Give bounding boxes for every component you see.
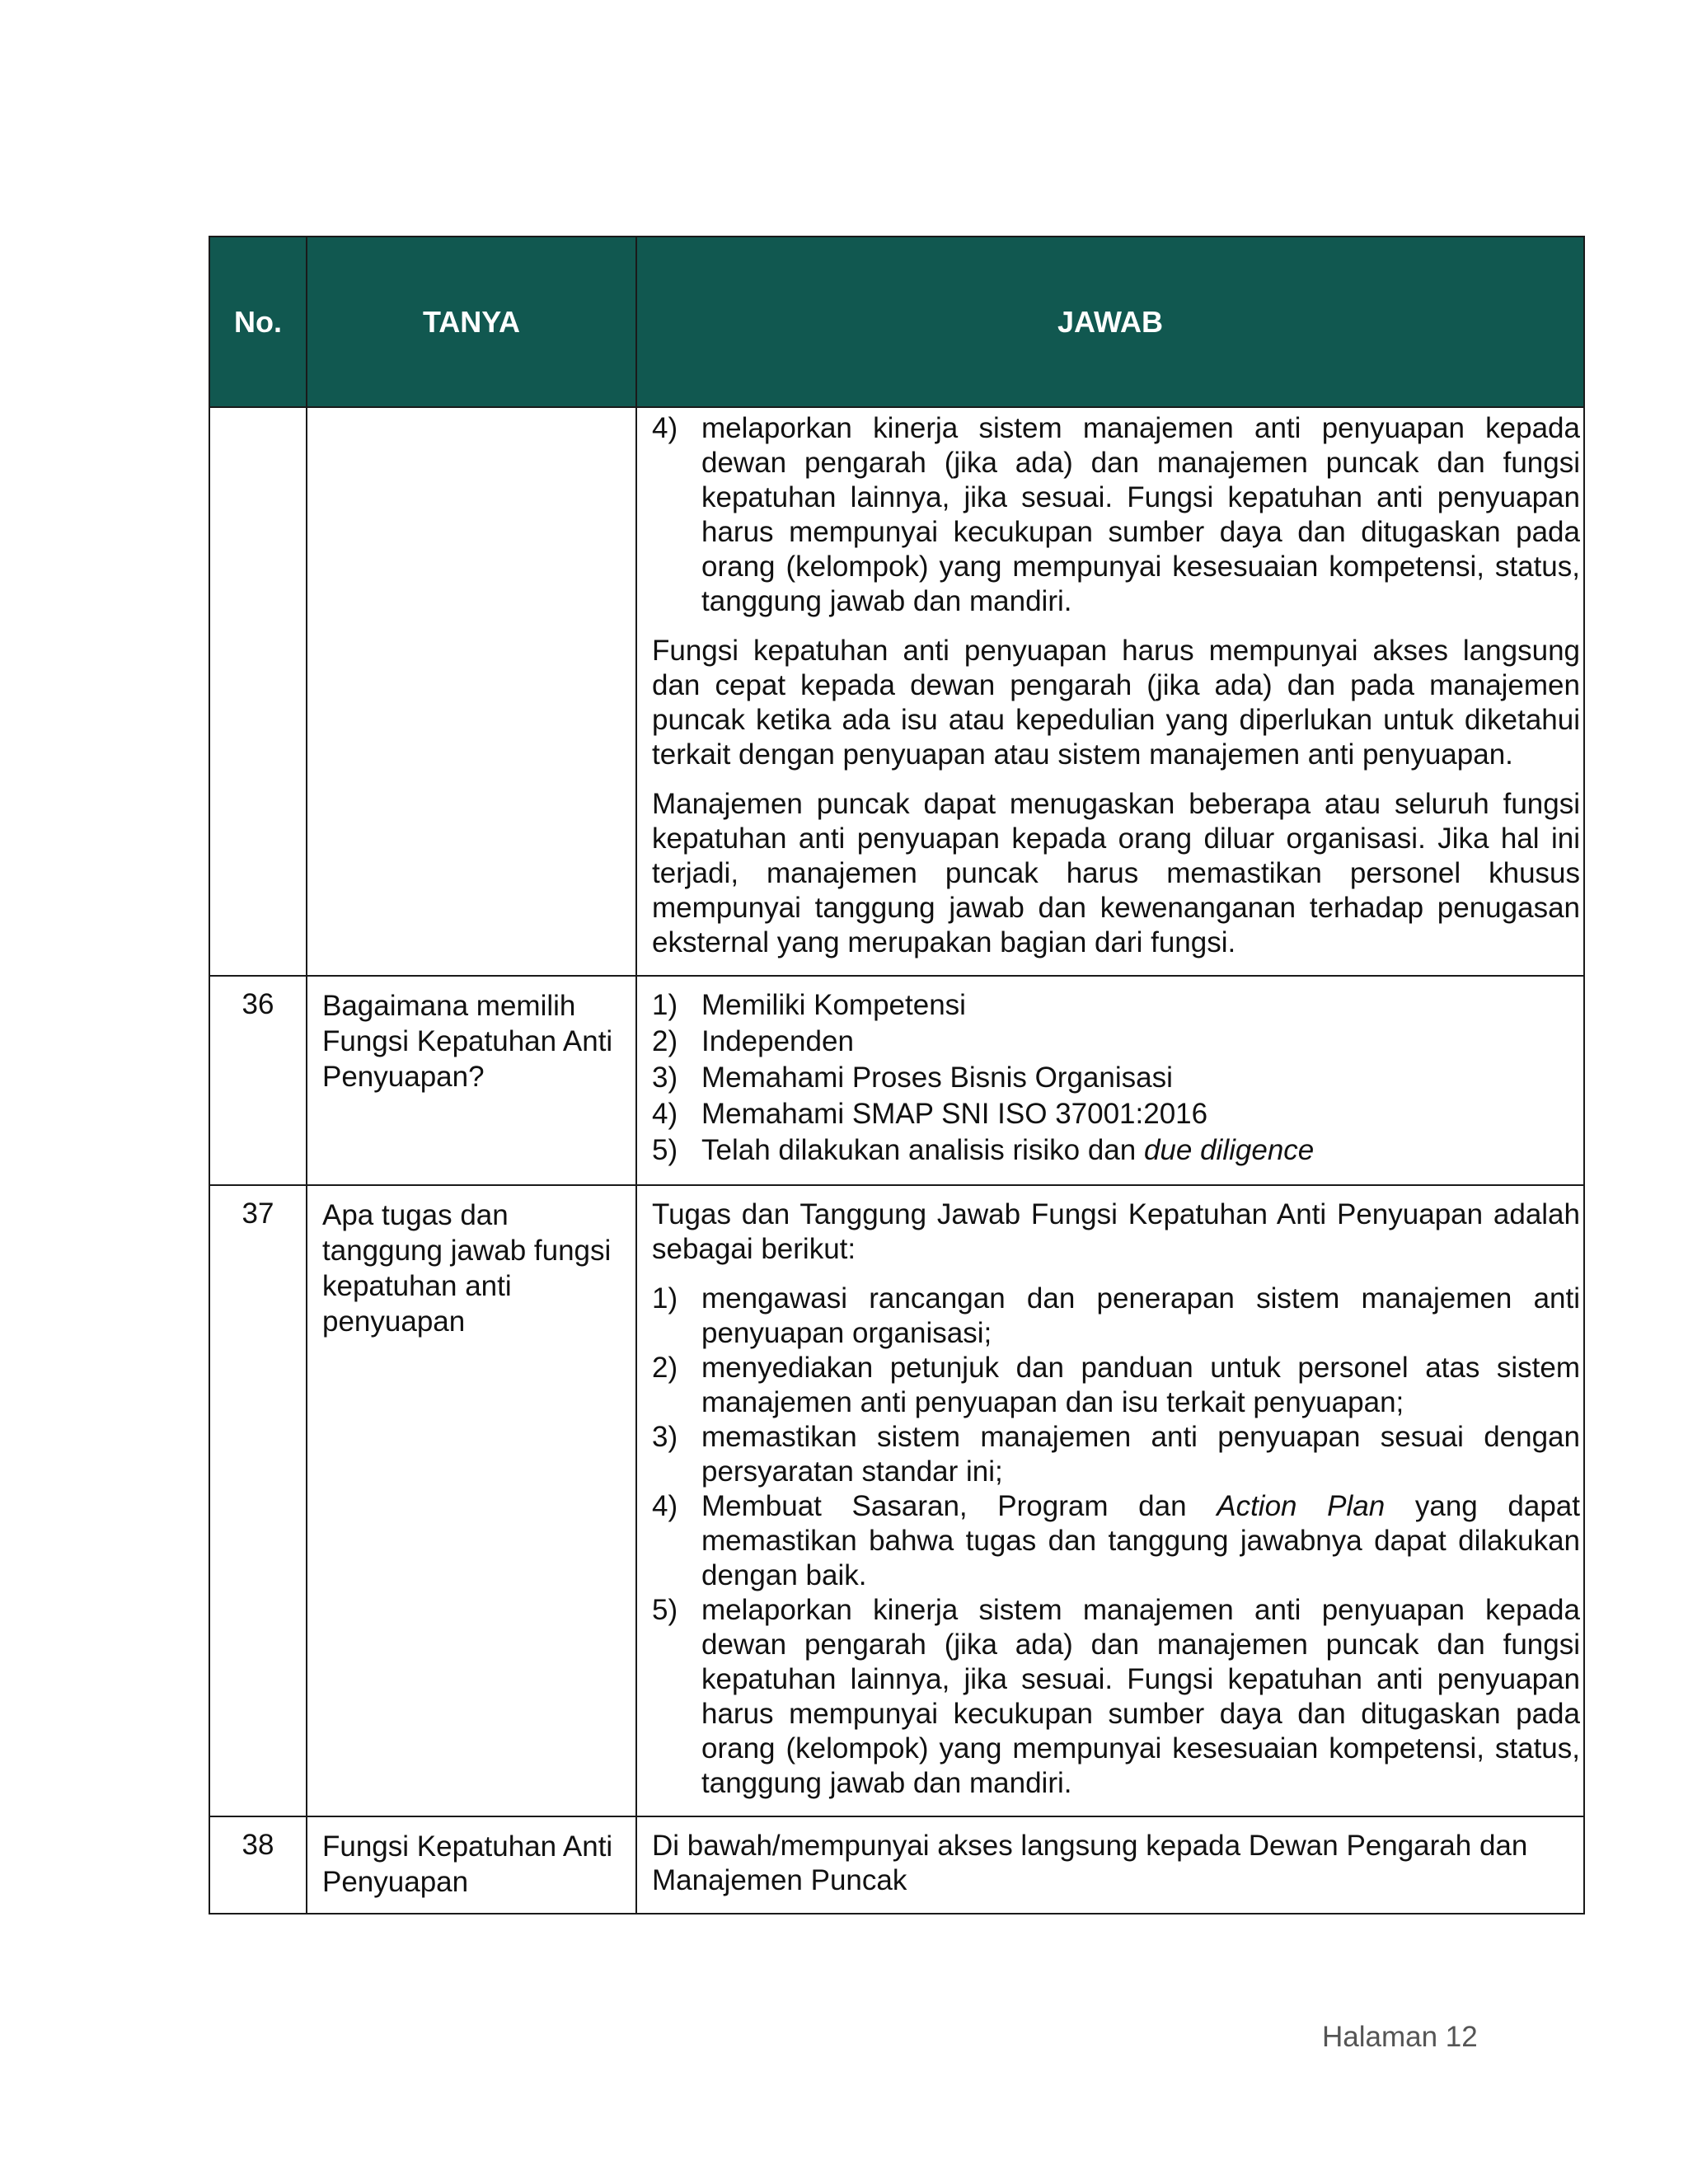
row-answer: Di bawah/mempunyai akses langsung kepada Dewan Pengarah dan Manajemen Puncak bbox=[636, 1816, 1584, 1914]
header-no: No. bbox=[209, 237, 307, 407]
list-item bbox=[652, 1097, 1580, 1132]
list-item-number: 2) bbox=[652, 1025, 678, 1057]
list-item-text: Independen bbox=[701, 1025, 854, 1057]
answer-list bbox=[652, 1282, 1580, 1801]
list-item-text: melaporkan kinerja sistem manajemen anti penyuapan kepada dewan pengarah (jika ada) dan manajemen puncak dan fungsi kepatuhan lainnya, jika sesuai. Fungsi kepatuhan anti penyuapan harus mempunyai kecukupan sumber daya dan ditugaskan pada orang (kelompok) yang mempunyai kesesuaian kompetensi, status, tanggung jawab dan mandiri. bbox=[701, 1594, 1580, 1799]
qa-table bbox=[209, 236, 1585, 1915]
list-item bbox=[652, 1024, 1580, 1059]
list-item-text-italic: due diligence bbox=[1143, 1134, 1315, 1166]
list-item-text-plain: Membuat Sasaran, Program dan bbox=[701, 1490, 1217, 1522]
header-tanya: TANYA bbox=[307, 237, 636, 407]
list-item bbox=[652, 1061, 1580, 1095]
list-item-text bbox=[701, 1489, 1580, 1593]
list-item-number: 2) bbox=[652, 1352, 678, 1384]
answer-paragraph: Manajemen puncak dapat menugaskan beberapa atau seluruh fungsi kepatuhan anti penyuapan kepada orang diluar organisasi. Jika hal ini terjadi, manajemen puncak harus memastikan personel khusus mempunyai tanggung jawab dan kewenanganan terhadap penugasan eksternal yang merupakan bagian dari fungsi. bbox=[652, 788, 1580, 958]
list-item bbox=[652, 988, 1580, 1023]
table-row-continuation bbox=[209, 407, 1584, 976]
list-item-text-italic: Action Plan bbox=[1217, 1490, 1386, 1522]
list-item-text bbox=[701, 1133, 1580, 1168]
row-question: Bagaimana memilih Fungsi Kepatuhan Anti Penyuapan? bbox=[307, 976, 636, 1185]
page-number: Halaman 12 bbox=[1322, 2021, 1478, 2053]
list-item-number: 3) bbox=[652, 1421, 678, 1453]
list-item-number: 4) bbox=[652, 1490, 678, 1522]
row-no-empty bbox=[209, 407, 307, 976]
list-item-text: menyediakan petunjuk dan panduan untuk personel atas sistem manajemen anti penyuapan dan isu terkait penyuapan; bbox=[701, 1352, 1580, 1418]
list-item-text: Memahami Proses Bisnis Organisasi bbox=[701, 1062, 1173, 1094]
list-item-text: melaporkan kinerja sistem manajemen anti penyuapan kepada dewan pengarah (jika ada) dan manajemen puncak dan fungsi kepatuhan lainnya, jika sesuai. Fungsi kepatuhan anti penyuapan harus mempunyai kecukupan sumber daya dan ditugaskan pada orang (kelompok) yang mempunyai kesesuaian kompetensi, status, tanggung jawab dan mandiri. bbox=[701, 412, 1580, 617]
table-row-36 bbox=[209, 976, 1584, 1185]
list-item bbox=[652, 1489, 1580, 1593]
row-number: 38 bbox=[209, 1816, 307, 1914]
list-item bbox=[652, 1133, 1580, 1168]
list-item-number: 5) bbox=[652, 1134, 678, 1166]
header-jawab: JAWAB bbox=[636, 237, 1584, 407]
list-item-text: Memiliki Kompetensi bbox=[701, 989, 966, 1021]
answer-intro: Tugas dan Tanggung Jawab Fungsi Kepatuhan Anti Penyuapan adalah sebagai berikut: bbox=[652, 1198, 1580, 1265]
table-row-37 bbox=[209, 1185, 1584, 1816]
list-item bbox=[652, 1351, 1580, 1420]
answer-paragraph: Fungsi kepatuhan anti penyuapan harus mempunyai akses langsung dan cepat kepada dewan pengarah (jika ada) dan pada manajemen puncak ketika ada isu atau kepedulian yang diperlukan untuk diketahui terkait dengan penyuapan atau sistem manajemen anti penyuapan. bbox=[652, 635, 1580, 771]
list-item-text-plain: Telah dilakukan analisis risiko dan bbox=[701, 1134, 1144, 1166]
list-item bbox=[652, 411, 1580, 619]
table-header-row bbox=[209, 237, 1584, 407]
list-item-number: 1) bbox=[652, 1282, 678, 1315]
row-number: 36 bbox=[209, 976, 307, 1185]
list-item-text-plain: yang dapat memastikan bahwa tugas dan tanggung jawabnya dapat dilakukan dengan baik. bbox=[701, 1490, 1580, 1591]
list-item-number: 5) bbox=[652, 1594, 678, 1626]
list-item-number: 4) bbox=[652, 412, 678, 444]
list-item-text: memastikan sistem manajemen anti penyuapan sesuai dengan persyaratan standar ini; bbox=[701, 1421, 1580, 1488]
table-row-38 bbox=[209, 1816, 1584, 1914]
row-question: Fungsi Kepatuhan Anti Penyuapan bbox=[307, 1816, 636, 1914]
list-item bbox=[652, 1420, 1580, 1489]
list-item-number: 1) bbox=[652, 989, 678, 1021]
list-item bbox=[652, 1593, 1580, 1801]
row-answer bbox=[636, 976, 1584, 1185]
row-number: 37 bbox=[209, 1185, 307, 1816]
list-item-number: 3) bbox=[652, 1062, 678, 1094]
list-item-text: mengawasi rancangan dan penerapan sistem manajemen anti penyuapan organisasi; bbox=[701, 1282, 1580, 1349]
list-item-number: 4) bbox=[652, 1098, 678, 1130]
list-item-text: Memahami SMAP SNI ISO 37001:2016 bbox=[701, 1098, 1208, 1130]
row-question-empty bbox=[307, 407, 636, 976]
row-answer-continuation bbox=[636, 407, 1584, 976]
answer-list bbox=[652, 988, 1580, 1168]
row-question: Apa tugas dan tanggung jawab fungsi kepatuhan anti penyuapan bbox=[307, 1185, 636, 1816]
list-item bbox=[652, 1282, 1580, 1351]
row-answer bbox=[636, 1185, 1584, 1816]
